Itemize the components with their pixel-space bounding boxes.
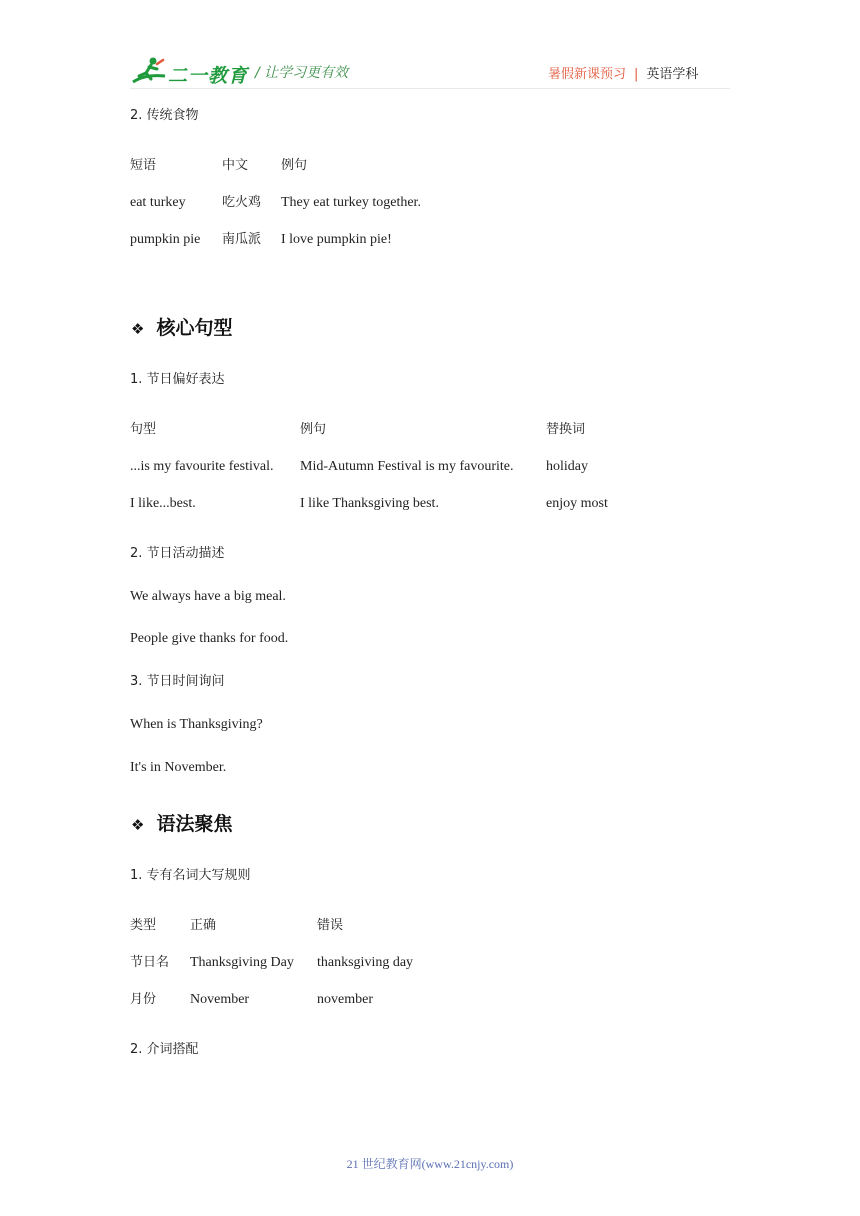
grammar-section-title bbox=[131, 809, 232, 836]
grammar-row-1-type: 节日名 bbox=[130, 955, 170, 970]
core-title-text: 核心句型 bbox=[156, 317, 233, 339]
time-line-1: When is Thanksgiving? bbox=[130, 717, 263, 732]
core-section-title bbox=[131, 313, 232, 340]
food-col-phrase: 短语 bbox=[130, 158, 157, 173]
grammar-row-2-correct: November bbox=[190, 992, 250, 1007]
activity-line-1: We always have a big meal. bbox=[130, 589, 286, 604]
grammar-row-1-wrong: thanksgiving day bbox=[317, 955, 414, 970]
diamond-bullet-icon: ❖ bbox=[131, 816, 145, 834]
food-row-2-chinese: 南瓜派 bbox=[222, 232, 262, 247]
header-divider bbox=[130, 88, 730, 89]
grammar-row-1-correct: Thanksgiving Day bbox=[190, 955, 294, 970]
subject-label: 英语学科 bbox=[646, 67, 699, 82]
grammar-row-2-type: 月份 bbox=[130, 992, 157, 1007]
food-heading: 2. 传统食物 bbox=[130, 108, 199, 123]
grammar-col-correct: 正确 bbox=[190, 918, 217, 933]
core-row-2-example: I like Thanksgiving best. bbox=[300, 496, 439, 511]
food-row-1-chinese: 吃火鸡 bbox=[222, 195, 262, 210]
time-line-2: It's in November. bbox=[130, 760, 227, 775]
core-col-example: 例句 bbox=[300, 422, 327, 437]
core-col-replace: 替换词 bbox=[546, 422, 586, 437]
core-row-2-replace: enjoy most bbox=[546, 496, 608, 511]
grammar-col-type: 类型 bbox=[130, 918, 157, 933]
core-sub1-heading: 1. 节日偏好表达 bbox=[130, 372, 225, 387]
core-sub3-heading: 3. 节日时间询问 bbox=[130, 674, 225, 689]
food-row-1-phrase: eat turkey bbox=[130, 195, 186, 210]
food-row-2-phrase: pumpkin pie bbox=[130, 232, 201, 247]
grammar-row-2-wrong: november bbox=[317, 992, 373, 1007]
core-row-1-pattern: ...is my favourite festival. bbox=[130, 459, 274, 474]
grammar-title-text: 语法聚焦 bbox=[156, 813, 233, 835]
core-col-pattern: 句型 bbox=[130, 422, 157, 437]
logo-text: 二一教育 bbox=[168, 65, 249, 87]
grammar-sub2-heading: 2. 介词搭配 bbox=[130, 1042, 199, 1057]
diamond-bullet-icon: ❖ bbox=[131, 320, 145, 338]
core-row-1-replace: holiday bbox=[546, 459, 588, 474]
food-row-2-example: I love pumpkin pie! bbox=[281, 232, 392, 247]
grammar-col-wrong: 错误 bbox=[317, 918, 344, 933]
header-separator: | bbox=[634, 67, 639, 82]
core-row-1-example: Mid-Autumn Festival is my favourite. bbox=[300, 459, 514, 474]
course-label: 暑假新课预习 bbox=[548, 67, 627, 82]
header-right bbox=[548, 63, 698, 82]
header-slogan: / 让学习更有效 bbox=[255, 65, 349, 81]
food-row-1-example: They eat turkey together. bbox=[281, 195, 421, 210]
logo-runner-icon bbox=[131, 56, 167, 88]
core-row-2-pattern: I like...best. bbox=[130, 496, 196, 511]
core-sub2-heading: 2. 节日活动描述 bbox=[130, 546, 225, 561]
food-col-chinese: 中文 bbox=[222, 158, 249, 173]
activity-line-2: People give thanks for food. bbox=[130, 631, 289, 646]
food-col-example: 例句 bbox=[281, 158, 308, 173]
grammar-sub1-heading: 1. 专有名词大写规则 bbox=[130, 868, 251, 883]
footer-link[interactable]: 21 世纪教育网(www.21cnjy.com) bbox=[346, 1157, 514, 1171]
